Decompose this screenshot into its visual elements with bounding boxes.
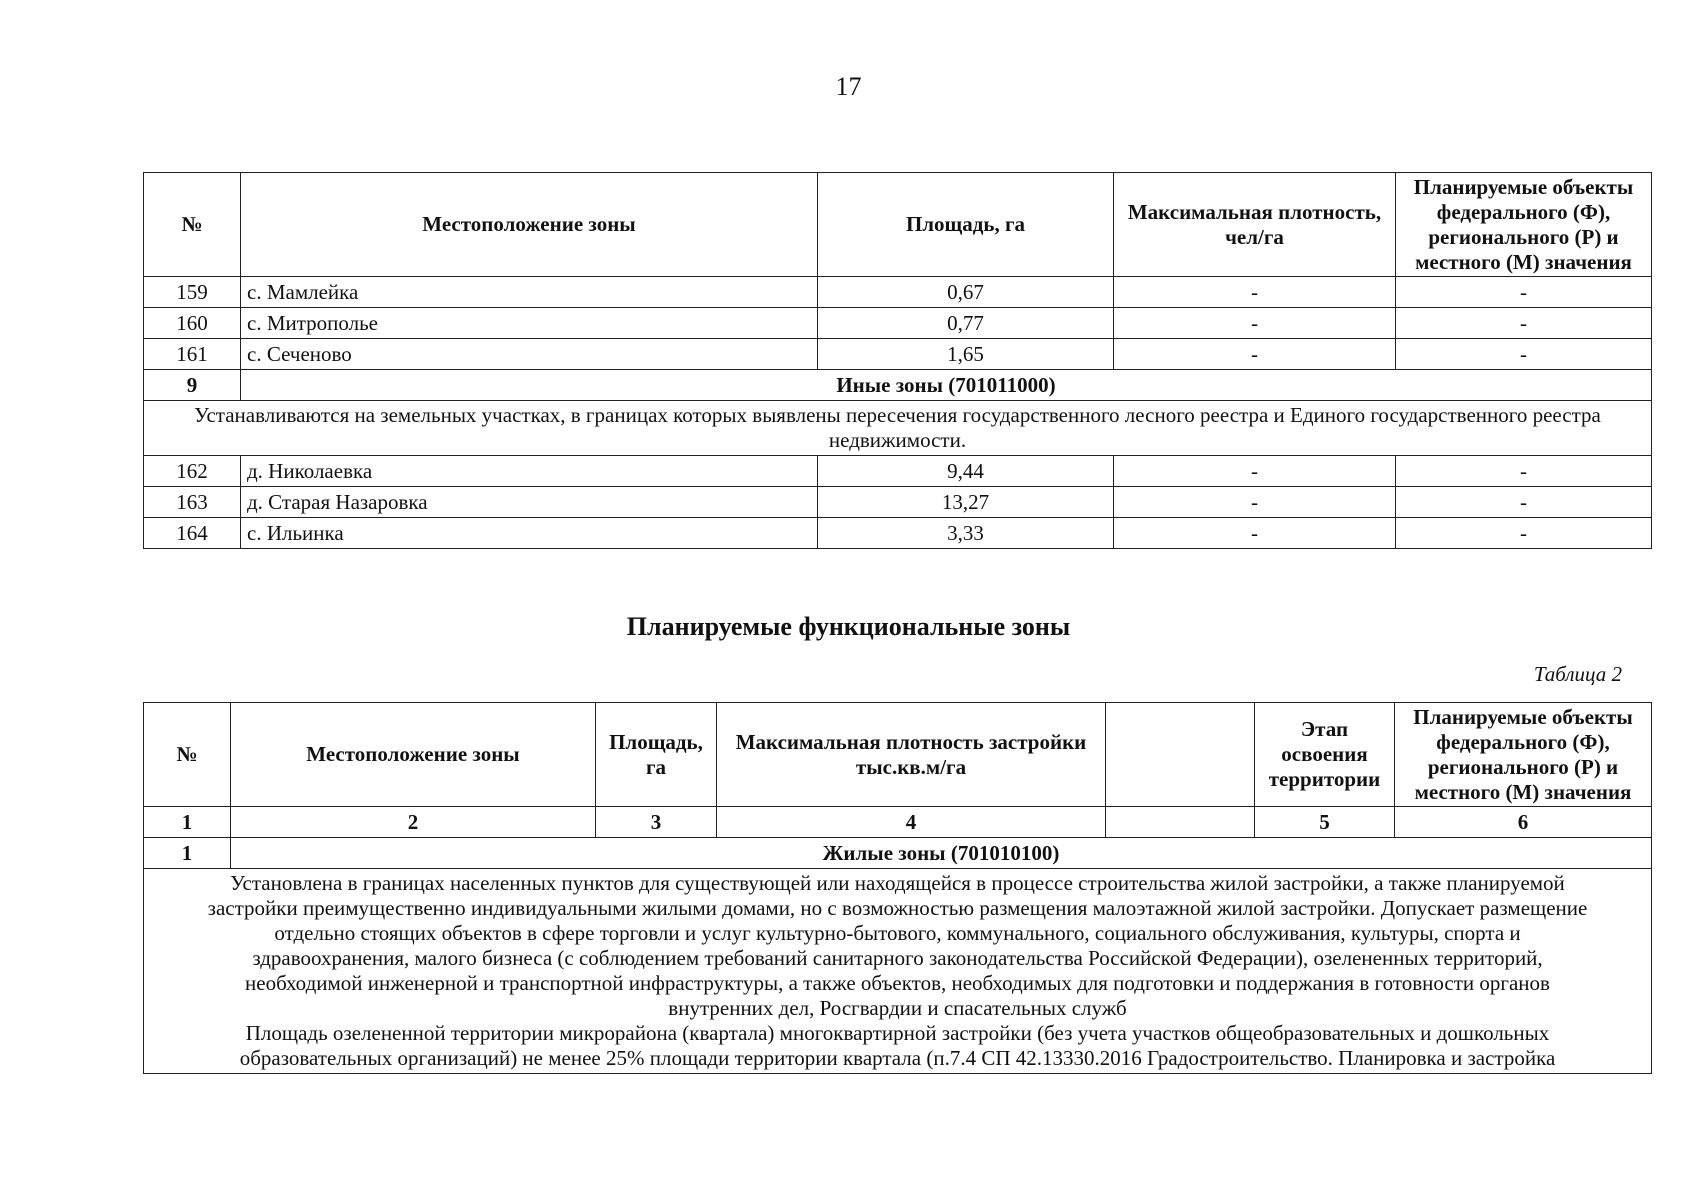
column-number-row xyxy=(144,807,1652,838)
group-description-row xyxy=(144,401,1652,456)
row-num: 164 xyxy=(144,518,241,549)
row-num: 160 xyxy=(144,308,241,339)
row-location: с. Ильинка xyxy=(241,518,818,549)
row-objects: - xyxy=(1396,456,1652,487)
table-row xyxy=(144,339,1652,370)
col-number xyxy=(1106,807,1255,838)
group-description: Устанавливаются на земельных участках, в границах которых выявлены пересечения государственного лесного реестра и Единого государственного реестра недвижимости. xyxy=(144,401,1652,456)
row-num: 159 xyxy=(144,277,241,308)
col-number: 4 xyxy=(717,807,1106,838)
row-density: - xyxy=(1114,518,1396,549)
header-area: Площадь, га xyxy=(818,173,1114,277)
table-header-row xyxy=(144,703,1652,807)
table-caption: Таблица 2 xyxy=(1533,662,1622,686)
row-area: 0,77 xyxy=(818,308,1114,339)
col-number: 3 xyxy=(596,807,717,838)
group-num: 1 xyxy=(144,838,231,869)
page-number: 17 xyxy=(835,72,862,101)
group-description-row xyxy=(144,869,1652,1074)
col-number: 2 xyxy=(231,807,596,838)
header-num: № xyxy=(144,703,231,807)
table-row xyxy=(144,308,1652,339)
row-area: 1,65 xyxy=(818,339,1114,370)
header-density: Максимальная плотность, чел/га xyxy=(1114,173,1396,277)
group-row xyxy=(144,838,1652,869)
row-area: 0,67 xyxy=(818,277,1114,308)
header-empty xyxy=(1106,703,1255,807)
group-description xyxy=(144,869,1652,1074)
col-number: 6 xyxy=(1395,807,1652,838)
row-num: 161 xyxy=(144,339,241,370)
row-num: 162 xyxy=(144,456,241,487)
row-density: - xyxy=(1114,487,1396,518)
row-num: 163 xyxy=(144,487,241,518)
group-title: Иные зоны (701011000) xyxy=(241,370,1652,401)
table-header-row xyxy=(144,173,1652,277)
header-density: Максимальная плотность застройки тыс.кв.м/га xyxy=(717,703,1106,807)
description-line: необходимой инженерной и транспортной инфраструктуры, а также объектов, необходимых для подготовки и поддержания в готовности органов xyxy=(245,971,1550,995)
header-area: Площадь, га xyxy=(596,703,717,807)
description-line: отдельно стоящих объектов в сфере торговли и услуг культурно-бытового, коммунального, социального обслуживания, культуры, спорта и xyxy=(274,921,1521,945)
row-objects: - xyxy=(1396,518,1652,549)
table-zones-planned xyxy=(143,702,1652,1074)
group-row xyxy=(144,370,1652,401)
row-area: 9,44 xyxy=(818,456,1114,487)
row-objects: - xyxy=(1396,487,1652,518)
header-stage: Этап освоения территории xyxy=(1255,703,1395,807)
row-density: - xyxy=(1114,308,1396,339)
table-zones-existing xyxy=(143,172,1652,549)
header-num: № xyxy=(144,173,241,277)
group-num: 9 xyxy=(144,370,241,401)
row-objects: - xyxy=(1396,277,1652,308)
description-line: Площадь озелененной территории микрорайона (квартала) многоквартирной застройки (без учета участков общеобразовательных и дошкольных xyxy=(245,1021,1550,1045)
header-location: Местоположение зоны xyxy=(231,703,596,807)
row-area: 13,27 xyxy=(818,487,1114,518)
header-objects: Планируемые объекты федерального (Ф), регионального (Р) и местного (М) значения xyxy=(1396,173,1652,277)
description-line: застройки преимущественно индивидуальными жилыми домами, но с возможностью размещения малоэтажной жилой застройки. Допускает размещение xyxy=(207,896,1588,920)
row-location: с. Сеченово xyxy=(241,339,818,370)
row-area: 3,33 xyxy=(818,518,1114,549)
header-objects: Планируемые объекты федерального (Ф), регионального (Р) и местного (М) значения xyxy=(1395,703,1652,807)
row-density: - xyxy=(1114,456,1396,487)
table-row xyxy=(144,487,1652,518)
group-title: Жилые зоны (701010100) xyxy=(231,838,1652,869)
table-row xyxy=(144,518,1652,549)
description-line: образовательных организаций) не менее 25% площади территории квартала (п.7.4 СП 42.13330.2016 Градостроительство. Планировка и застройка xyxy=(239,1046,1556,1070)
row-location: с. Мамлейка xyxy=(241,277,818,308)
description-line: здравоохранения, малого бизнеса (с соблюдением требований санитарного законодательства Российской Федерации), озелененных территорий, xyxy=(252,946,1543,970)
row-location: с. Митрополье xyxy=(241,308,818,339)
description-line: внутренних дел, Росгвардии и спасательных служб xyxy=(668,996,1127,1020)
row-objects: - xyxy=(1396,339,1652,370)
row-location: д. Николаевка xyxy=(241,456,818,487)
table-row xyxy=(144,456,1652,487)
col-number: 5 xyxy=(1255,807,1395,838)
col-number: 1 xyxy=(144,807,231,838)
row-objects: - xyxy=(1396,308,1652,339)
section-title: Планируемые функциональные зоны xyxy=(626,612,1071,641)
row-density: - xyxy=(1114,339,1396,370)
description-line: Установлена в границах населенных пунктов для существующей или находящейся в процессе строительства жилой застройки, а также планируемой xyxy=(230,871,1565,895)
row-location: д. Старая Назаровка xyxy=(241,487,818,518)
table-row xyxy=(144,277,1652,308)
header-location: Местоположение зоны xyxy=(241,173,818,277)
row-density: - xyxy=(1114,277,1396,308)
